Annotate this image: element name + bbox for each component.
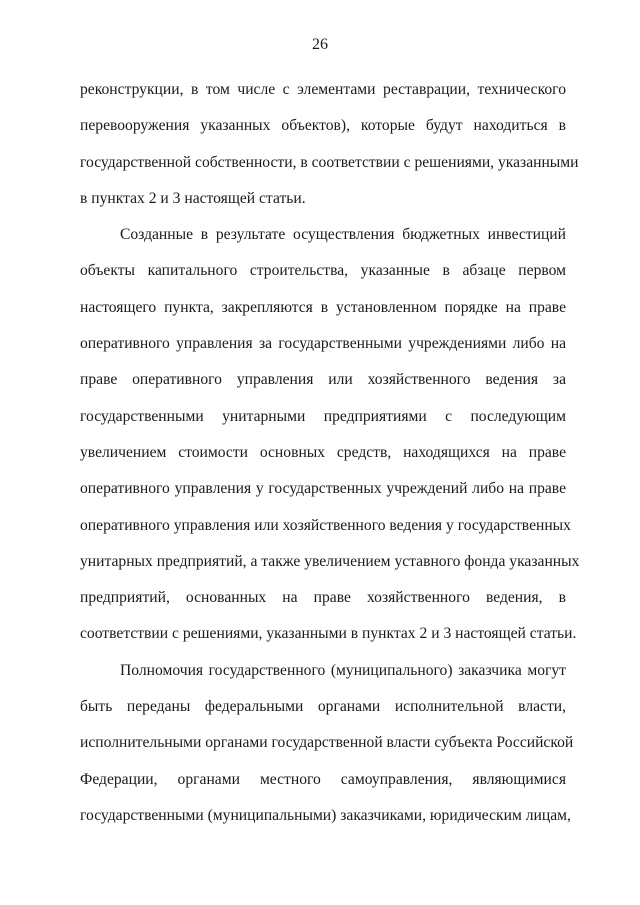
text-line: государственными унитарными предприятиями с последующим (80, 407, 566, 425)
text-line: предприятий, основанных на праве хозяйственного ведения, в (80, 589, 566, 607)
text-line: соответствии с решениями, указанными в пунктах 2 и 3 настоящей статьи. (80, 625, 577, 643)
text-line: быть переданы федеральными органами исполнительной власти, (80, 698, 566, 716)
text-line: унитарных предприятий, а также увеличением уставного фонда указанных (80, 552, 580, 570)
text-line: оперативного управления за государственными учреждениями либо на (80, 335, 566, 353)
text-line: Созданные в результате осуществления бюджетных инвестиций (120, 226, 566, 244)
text-line: в пунктах 2 и 3 настоящей статьи. (80, 189, 306, 207)
text-line: Полномочия государственного (муниципального) заказчика могут (120, 661, 566, 679)
text-line: праве оперативного управления или хозяйственного ведения за (80, 371, 566, 389)
text-line: реконструкции, в том числе с элементами реставрации, технического (80, 81, 566, 98)
text-line: оперативного управления у государственных учреждений либо на праве (80, 480, 566, 498)
text-line: оперативного управления или хозяйственного ведения у государственных (80, 516, 571, 534)
text-line: перевооружения указанных объектов), которые будут находиться в (80, 117, 566, 135)
text-line: государственными (муниципальными) заказчиками, юридическим лицам, (80, 806, 571, 824)
text-line: государственной собственности, в соответствии с решениями, указанными (80, 153, 579, 171)
text-line: увеличением стоимости основных средств, находящихся на праве (80, 443, 566, 461)
document-body (80, 72, 580, 834)
text-line: Федерации, органами местного самоуправления, являющимися (80, 770, 566, 788)
text-line: настоящего пункта, закрепляются в установленном порядке на праве (80, 298, 566, 316)
page-number: 26 (312, 36, 328, 53)
text-line: объекты капитального строительства, указанные в абзаце первом (80, 262, 566, 280)
text-line: исполнительными органами государственной власти субъекта Российской (80, 734, 574, 752)
